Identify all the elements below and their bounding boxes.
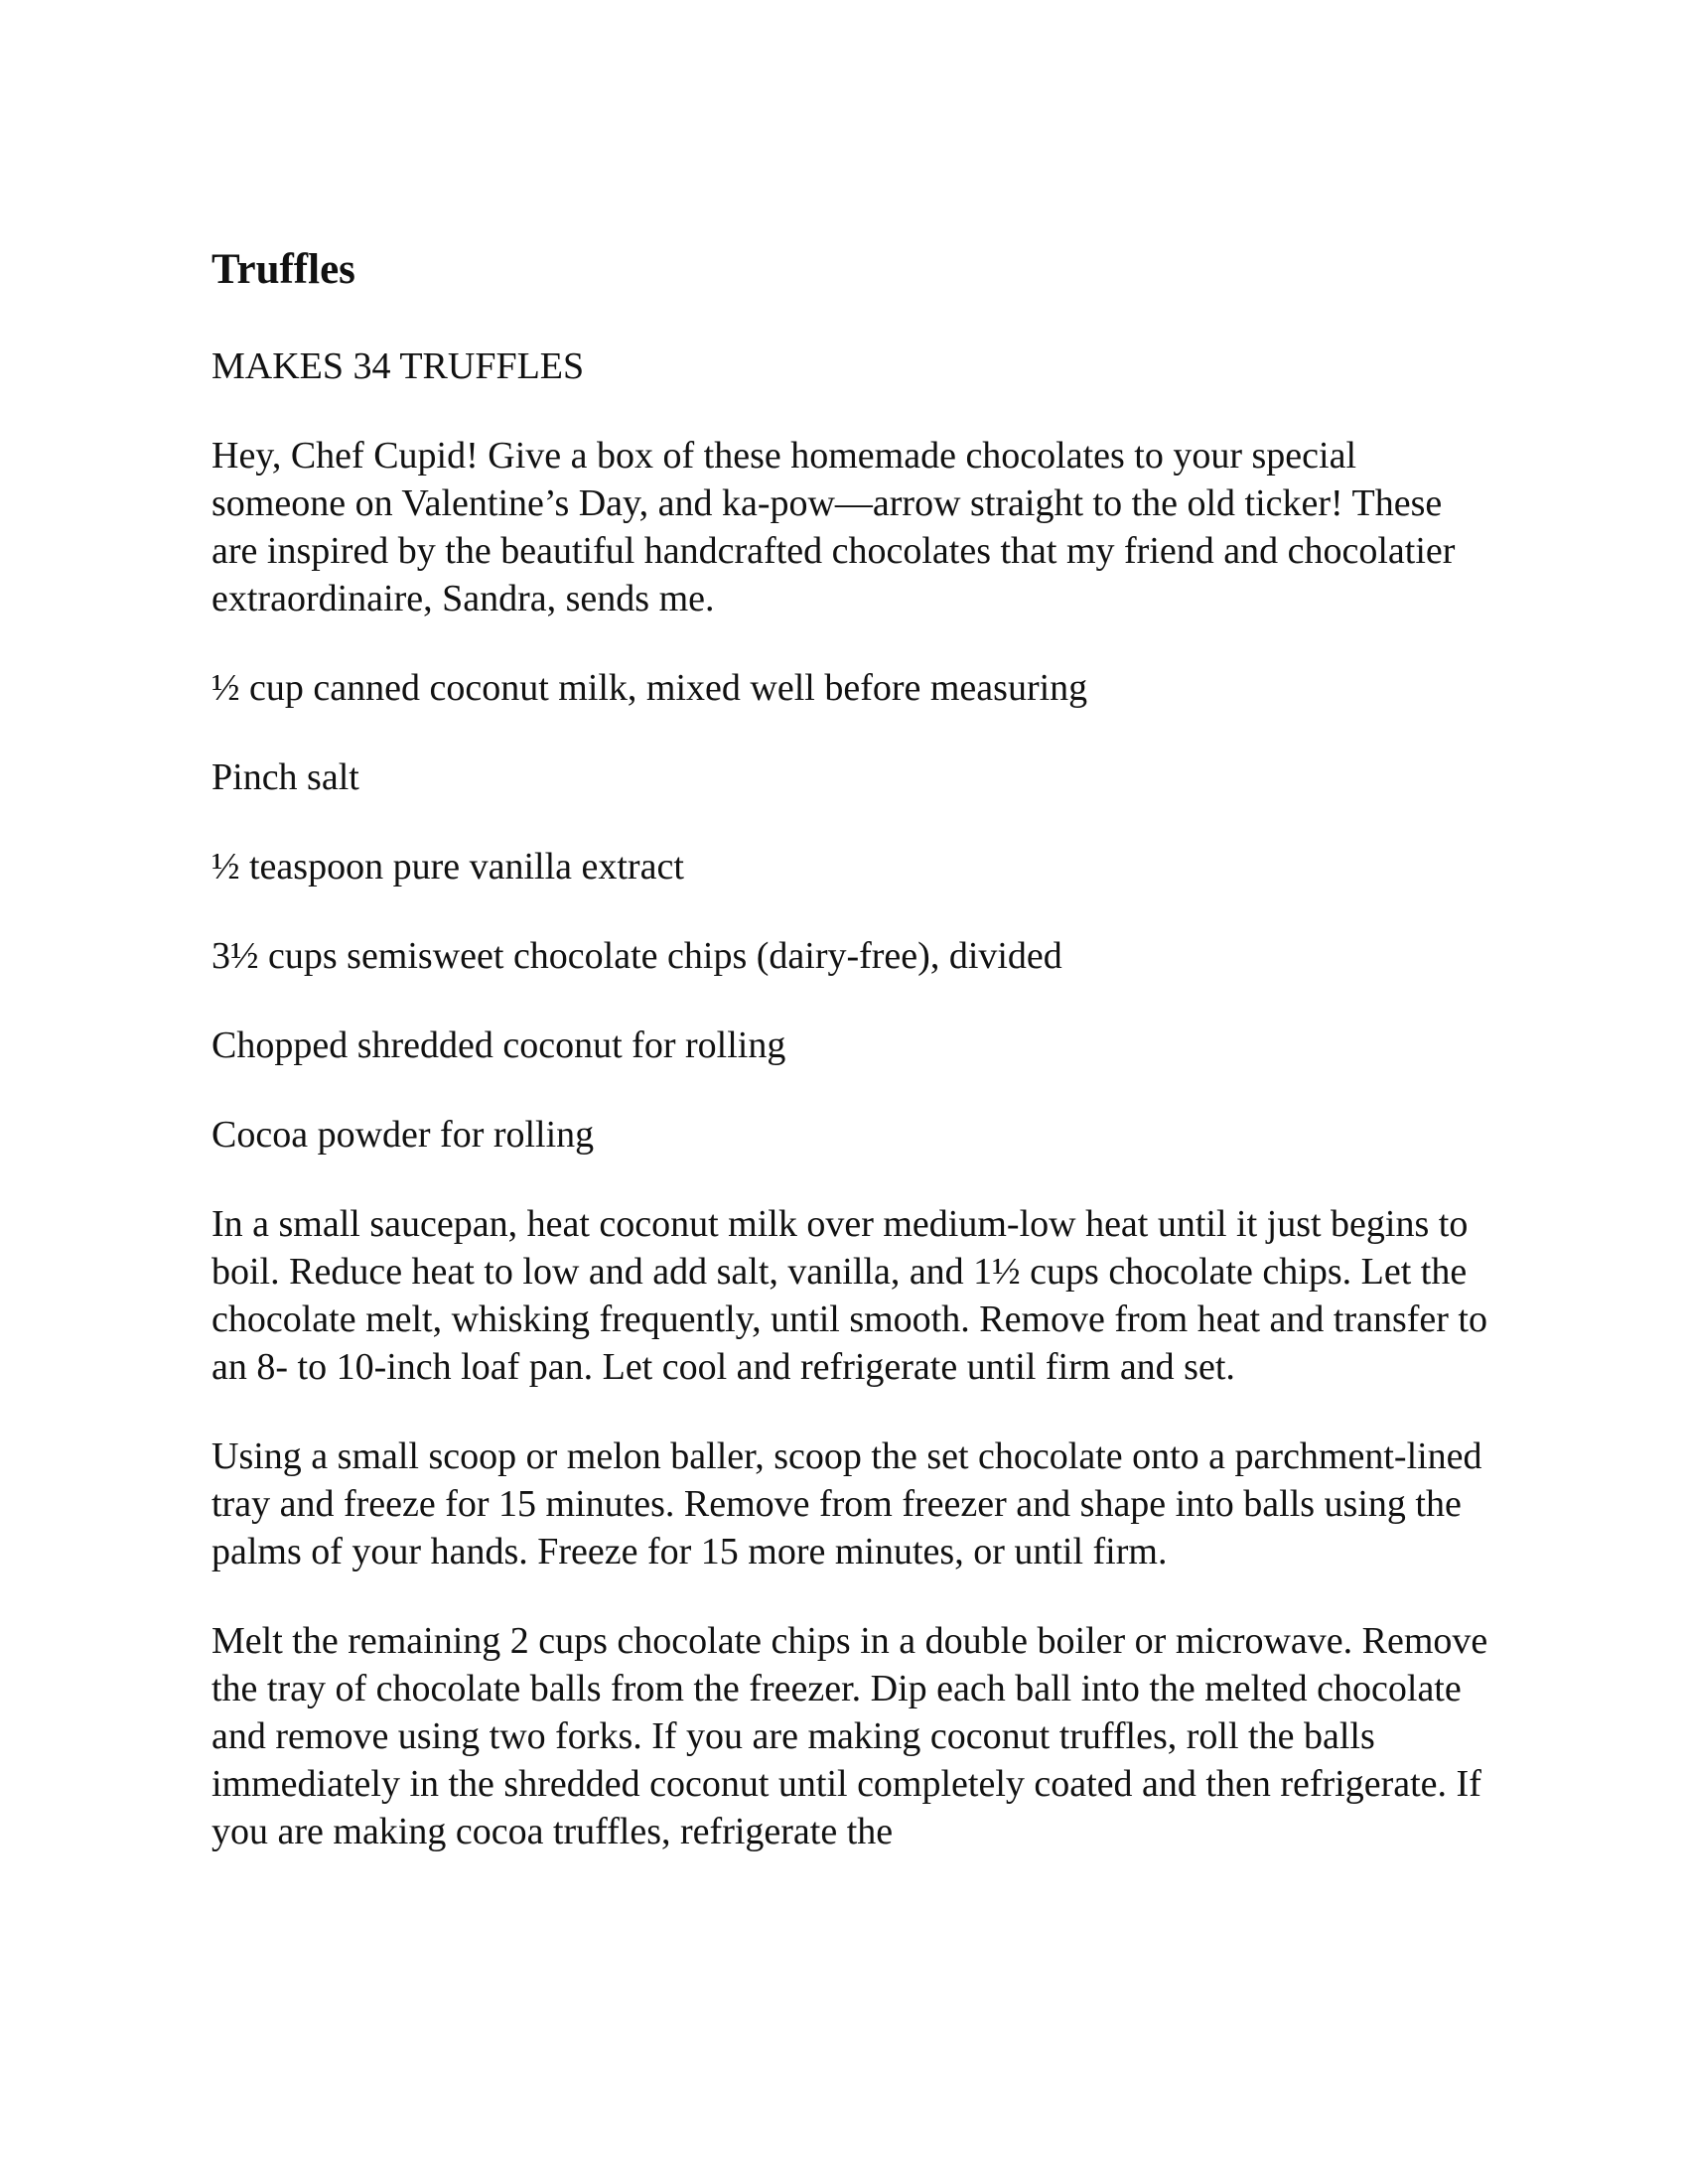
instruction-steps (211, 1200, 1492, 1855)
ingredient-item: 3½ cups semisweet chocolate chips (dairy-free), divided (211, 935, 1062, 977)
instruction-step: In a small saucepan, heat coconut milk over medium-low heat until it just begins to boil. Reduce heat to low and add salt, vanilla, and 1½ cups chocolate chips. Let the chocolate melt, whisking frequently, until smooth. Remove from heat and transfer to an 8- to 10-inch loaf pan. Let cool and refrigerate until firm and set. (211, 1203, 1487, 1388)
ingredient-item: ½ cup canned coconut milk, mixed well before measuring (211, 667, 1088, 709)
ingredient-list (211, 664, 1492, 1159)
ingredient-item: Chopped shredded coconut for rolling (211, 1024, 786, 1066)
ingredient-item: ½ teaspoon pure vanilla extract (211, 846, 684, 887)
recipe-title: Truffles (211, 246, 355, 293)
recipe-intro: Hey, Chef Cupid! Give a box of these homemade chocolates to your special someone on Valentine’s Day, and ka-pow—arrow straight to the old ticker! These are inspired by the beautiful handcrafted chocolates that my friend and chocolatier extraordinaire, Sandra, sends me. (211, 435, 1456, 619)
instruction-step: Melt the remaining 2 cups chocolate chips in a double boiler or microwave. Remove the tray of chocolate balls from the freezer. Dip each ball into the melted chocolate and remove using two forks. If you are making coconut truffles, roll the balls immediately in the shredded coconut until completely coated and then refrigerate. If you are making cocoa truffles, refrigerate the (211, 1620, 1488, 1852)
recipe-page (211, 243, 1492, 1897)
ingredient-item: Pinch salt (211, 756, 359, 798)
ingredient-item: Cocoa powder for rolling (211, 1114, 595, 1156)
recipe-yield: MAKES 34 TRUFFLES (211, 345, 585, 387)
instruction-step: Using a small scoop or melon baller, scoop the set chocolate onto a parchment-lined tray and freeze for 15 minutes. Remove from freezer and shape into balls using the palms of your hands. Freeze for 15 more minutes, or until firm. (211, 1435, 1482, 1572)
